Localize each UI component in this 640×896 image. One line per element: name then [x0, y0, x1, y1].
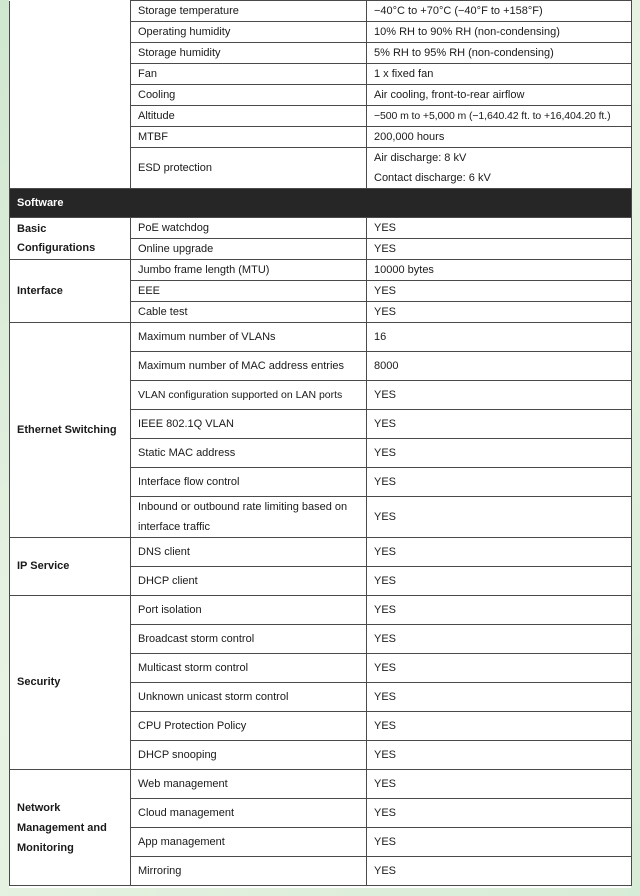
param-cell: DHCP snooping: [131, 741, 367, 770]
table-row: [10, 596, 632, 625]
param-cell: App management: [131, 828, 367, 857]
param-cell: MTBF: [131, 127, 367, 148]
table-row: [10, 260, 632, 281]
category-line: Management and: [17, 821, 107, 834]
param-cell: PoE watchdog: [131, 218, 367, 239]
category-cell: IP Service: [10, 538, 131, 596]
table-row: [10, 538, 632, 567]
param-cell: VLAN configuration supported on LAN ports: [131, 381, 367, 410]
value-cell: YES: [367, 410, 632, 439]
param-cell: Web management: [131, 770, 367, 799]
category-cell: Ethernet Switching: [10, 323, 131, 538]
value-cell: YES: [367, 567, 632, 596]
value-cell: YES: [367, 239, 632, 260]
value-cell: YES: [367, 828, 632, 857]
category-cell: Interface: [10, 260, 131, 323]
value-cell: YES: [367, 381, 632, 410]
value-cell: 8000: [367, 352, 632, 381]
param-cell: CPU Protection Policy: [131, 712, 367, 741]
category-cell: Security: [10, 596, 131, 770]
value-cell: YES: [367, 497, 632, 538]
param-cell: Altitude: [131, 106, 367, 127]
param-cell: Cable test: [131, 302, 367, 323]
param-cell: Online upgrade: [131, 239, 367, 260]
value-cell: 200,000 hours: [367, 127, 632, 148]
param-cell: Cloud management: [131, 799, 367, 828]
param-cell: Unknown unicast storm control: [131, 683, 367, 712]
param-cell: Operating humidity: [131, 22, 367, 43]
value-cell: YES: [367, 218, 632, 239]
value-cell: YES: [367, 538, 632, 567]
param-cell: [131, 497, 367, 538]
param-cell: Mirroring: [131, 857, 367, 886]
category-cell-continued: [10, 1, 131, 189]
param-cell: Static MAC address: [131, 439, 367, 468]
param-cell: Multicast storm control: [131, 654, 367, 683]
value-cell: YES: [367, 654, 632, 683]
table-row: [10, 218, 632, 239]
value-cell: YES: [367, 683, 632, 712]
value-cell: YES: [367, 770, 632, 799]
param-cell: DNS client: [131, 538, 367, 567]
param-cell: IEEE 802.1Q VLAN: [131, 410, 367, 439]
param-cell: Jumbo frame length (MTU): [131, 260, 367, 281]
spec-table: [9, 0, 632, 886]
category-line: Monitoring: [17, 841, 74, 854]
param-cell: Maximum number of VLANs: [131, 323, 367, 352]
table-row: [10, 770, 632, 799]
value-cell: YES: [367, 596, 632, 625]
param-cell: Storage temperature: [131, 1, 367, 22]
section-header-software: Software: [10, 189, 632, 218]
param-cell: DHCP client: [131, 567, 367, 596]
category-cell: [10, 770, 131, 886]
table-row: [10, 1, 632, 22]
param-cell: Storage humidity: [131, 43, 367, 64]
param-cell: ESD protection: [131, 148, 367, 189]
value-cell: [367, 148, 632, 189]
value-cell: YES: [367, 281, 632, 302]
value-cell: 16: [367, 323, 632, 352]
value-cell: 10000 bytes: [367, 260, 632, 281]
category-cell: Basic Configurations: [10, 218, 131, 260]
param-line: interface traffic: [138, 521, 210, 533]
param-cell: Fan: [131, 64, 367, 85]
value-cell: 1 x fixed fan: [367, 64, 632, 85]
value-cell: YES: [367, 799, 632, 828]
value-cell: 5% RH to 95% RH (non-condensing): [367, 43, 632, 64]
param-line: Inbound or outbound rate limiting based on: [138, 501, 348, 513]
param-cell: Cooling: [131, 85, 367, 106]
section-header-row: [10, 189, 632, 218]
table-row: [10, 323, 632, 352]
spec-table-frame: [9, 0, 631, 888]
value-cell: YES: [367, 468, 632, 497]
value-cell: YES: [367, 712, 632, 741]
value-cell: 10% RH to 90% RH (non-condensing): [367, 22, 632, 43]
param-cell: EEE: [131, 281, 367, 302]
value-cell: Air cooling, front-to-rear airflow: [367, 85, 632, 106]
value-cell: −500 m to +5,000 m (−1,640.42 ft. to +16,404.20 ft.): [367, 106, 632, 127]
param-cell: Port isolation: [131, 596, 367, 625]
param-cell: Broadcast storm control: [131, 625, 367, 654]
value-cell: −40°C to +70°C (−40°F to +158°F): [367, 1, 632, 22]
value-line: Air discharge: 8 kV: [374, 152, 467, 164]
value-cell: YES: [367, 439, 632, 468]
value-cell: YES: [367, 857, 632, 886]
value-cell: YES: [367, 302, 632, 323]
category-line: Network: [17, 801, 61, 814]
value-line: Contact discharge: 6 kV: [374, 172, 491, 184]
param-cell: Interface flow control: [131, 468, 367, 497]
param-cell: Maximum number of MAC address entries: [131, 352, 367, 381]
value-cell: YES: [367, 625, 632, 654]
value-cell: YES: [367, 741, 632, 770]
